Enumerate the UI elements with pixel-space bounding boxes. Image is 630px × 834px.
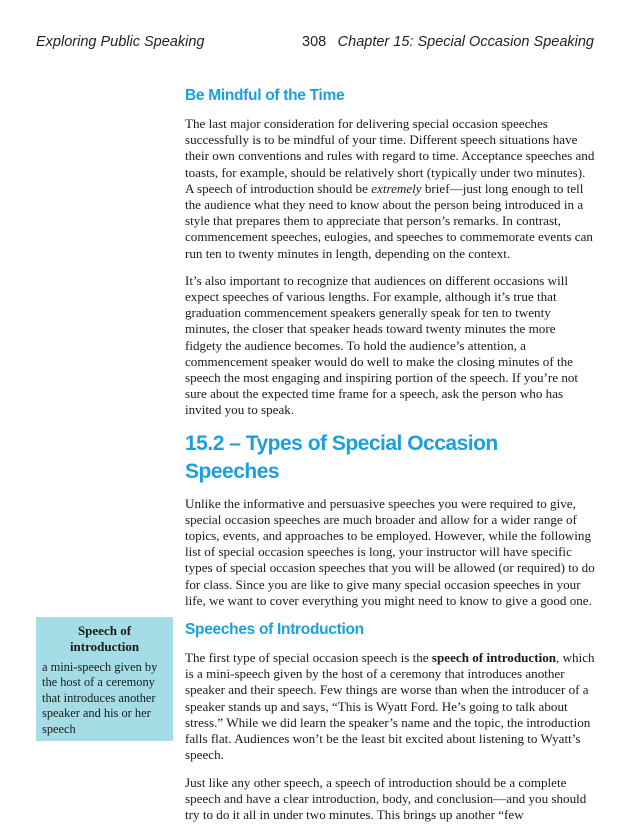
sidebar-term: Speech of introduction bbox=[69, 623, 140, 654]
heading-speeches-of-introduction: Speeches of Introduction bbox=[185, 621, 364, 639]
paragraph-time-1: The last major consideration for delivering special occasion speeches successfully is to be mindful of your time. Different speech situations have their own conventions and rules with regard to time. Acceptance speeches and toasts, for example, should be relatively short (typically under two minutes). A speech of introduction should be extremely brief—just long enough to tell the audience what they need to know about the person being introduced in a style that prepares them to appreciate that person’s remarks. In contrast, commencement speeches, eulogies, and speeches to commemorate events can run ten to twenty minutes in length, depending on the context. bbox=[185, 116, 595, 261]
emphasis-extremely: extremely bbox=[371, 180, 422, 196]
definition-sidebar bbox=[36, 617, 173, 741]
heading-be-mindful-of-the-time: Be Mindful of the Time bbox=[185, 87, 345, 104]
chapter-title: Chapter 15: Special Occasion Speaking bbox=[337, 34, 594, 50]
running-head bbox=[36, 34, 594, 54]
paragraph-types-1: Unlike the informative and persuasive speeches you were required to give, special occasion speeches are much broader and allow for a wider range of topics, events, and approaches to be employed. However, while the following list of special occasion speeches is long, your instructor will have specific types of special occasion speeches that you will be allowed (or required) to do for class. Since you are like to give many special occasion speeches in your life, we want to cover everything you might need to know to give a good one. bbox=[185, 495, 595, 608]
sidebar-definition: a mini-speech given by the host of a ceremony that introduces another speaker and his or her speech bbox=[42, 660, 158, 736]
main-text-column bbox=[185, 86, 595, 834]
section-heading-types: 15.2 – Types of Special Occasion Speeches bbox=[185, 431, 498, 483]
key-term-speech-of-introduction: speech of introduction bbox=[431, 650, 557, 666]
paragraph-intro-2: Just like any other speech, a speech of introduction should be a complete speech and have a clear introduction, body, and conclusion—and you should try to do it all in under two minutes. This brings up another “few bbox=[185, 774, 587, 822]
paragraph-intro-1: The first type of special occasion speech is the speech of introduction, which is a mini-speech given by the host of a ceremony that introduces another speaker and their speech. Few things are worse than when the introducer of a speaker stands up and says, “This is Wyatt Ford. He’s going to talk about stress.” While we did learn the speaker’s name and the topic, the introduction falls flat. Audiences won’t be the least bit excited about listening to Wyatt’s speech. bbox=[185, 650, 595, 763]
paragraph-time-2: It’s also important to recognize that audiences on different occasions will expect speeches of various lengths. For example, although it’s true that graduation commencement speakers generally speak for ten to twenty minutes, the closer that speaker heads toward twenty minutes the more fidgety the audience becomes. To hold the audience’s attention, a commencement speaker would do well to make the closing minutes of the speech the most engaging and inspiring portion of the speech. If you’re not sure about the expected time frame for a speech, ask the person who has invited you to speak. bbox=[185, 272, 579, 418]
book-title: Exploring Public Speaking bbox=[36, 34, 205, 50]
page-number: 308 bbox=[302, 34, 327, 50]
